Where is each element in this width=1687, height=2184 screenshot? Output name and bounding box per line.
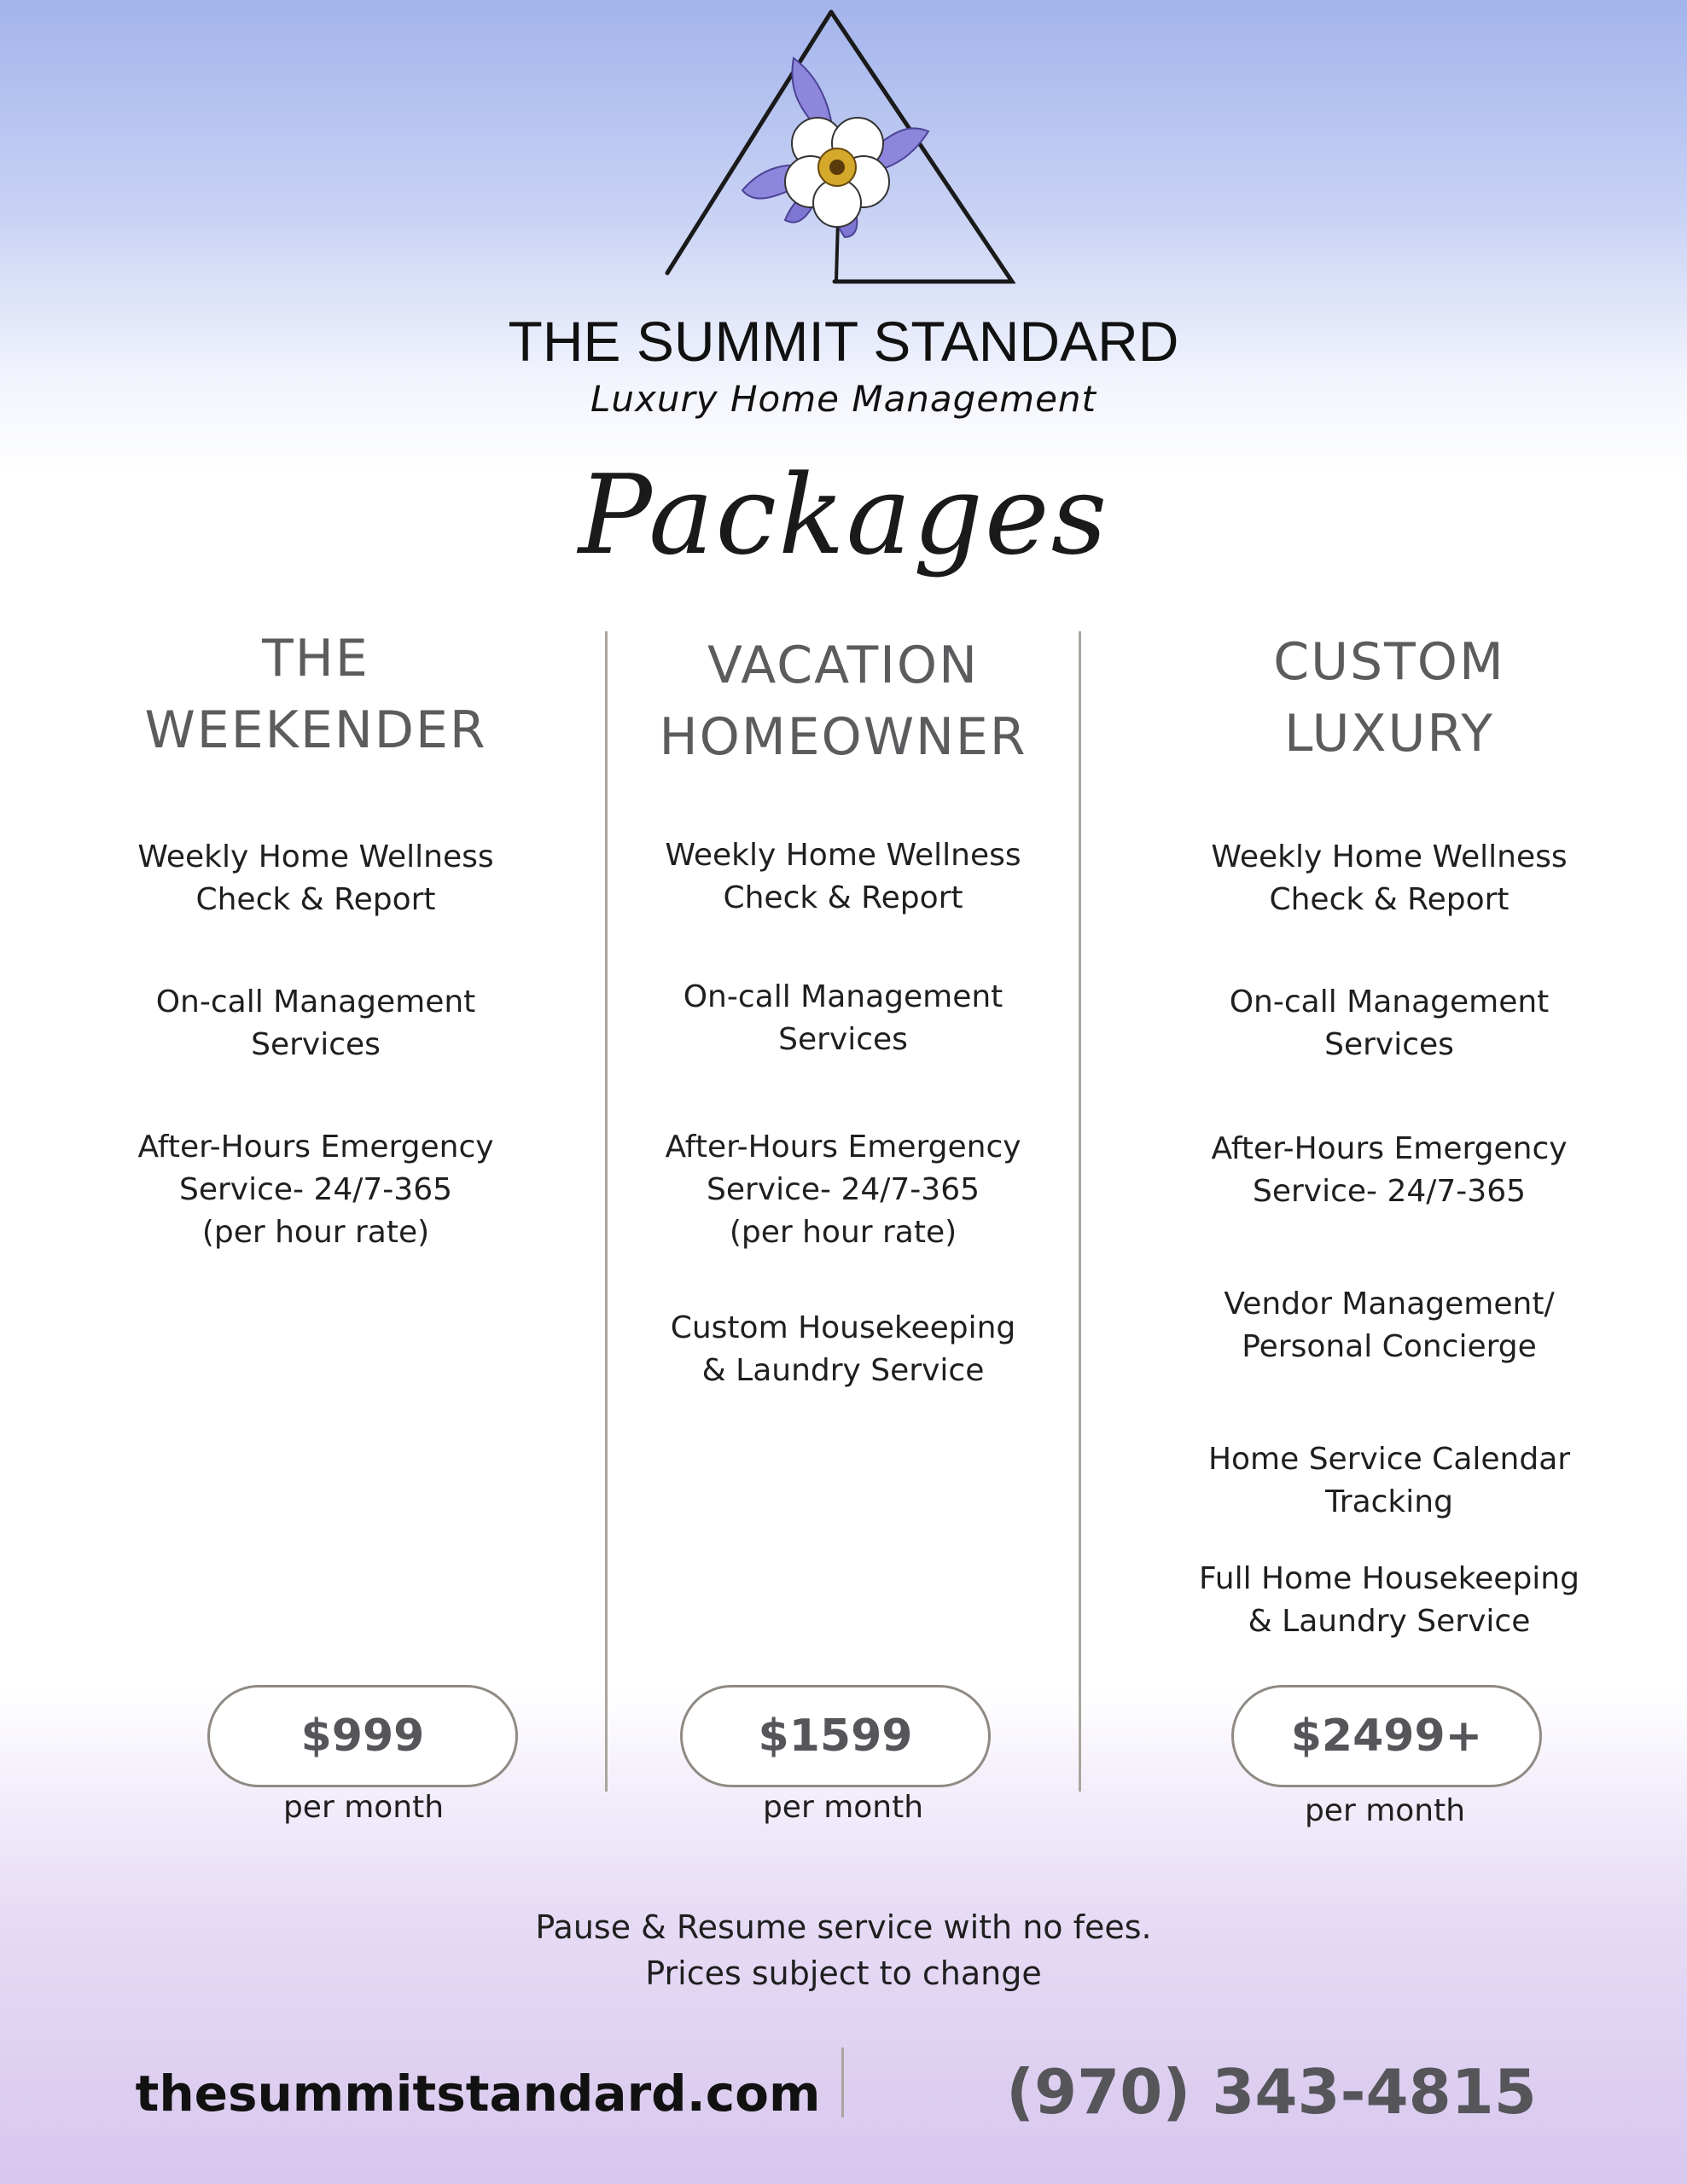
feature-line: On-call Management bbox=[1229, 985, 1550, 1019]
footer-divider bbox=[841, 2048, 844, 2117]
feature-line: Check & Report bbox=[1269, 882, 1510, 917]
feature-line: Service- 24/7-365 bbox=[706, 1172, 980, 1207]
footer-note-line: Pause & Resume service with no fees. bbox=[535, 1908, 1152, 1946]
package-title-line: CUSTOM bbox=[1273, 632, 1505, 692]
feature-line: Weekly Home Wellness bbox=[137, 839, 494, 874]
package-title bbox=[1125, 626, 1654, 770]
packages-heading: Packages bbox=[578, 452, 1109, 579]
feature-item bbox=[579, 834, 1108, 920]
feature-line: After-Hours Emergency bbox=[137, 1130, 494, 1165]
feature-item bbox=[51, 836, 580, 921]
package-custom-luxury bbox=[1125, 626, 1654, 1821]
feature-item bbox=[1125, 981, 1654, 1066]
footer-note bbox=[0, 1904, 1687, 1996]
brand-title: THE SUMMIT STANDARD bbox=[508, 310, 1179, 373]
feature-line: On-call Management bbox=[155, 985, 476, 1019]
package-title bbox=[51, 623, 580, 766]
feature-item bbox=[579, 976, 1108, 1061]
feature-item bbox=[1125, 1558, 1654, 1643]
feature-line: Services bbox=[778, 1022, 908, 1057]
feature-line: Services bbox=[1324, 1027, 1454, 1062]
feature-line: (per hour rate) bbox=[729, 1215, 957, 1250]
feature-item bbox=[51, 981, 580, 1066]
feature-item bbox=[51, 1126, 580, 1254]
summit-flower-logo-icon bbox=[657, 7, 1015, 288]
feature-line: On-call Management bbox=[683, 979, 1003, 1014]
feature-line: Weekly Home Wellness bbox=[1211, 839, 1568, 874]
feature-item bbox=[1125, 1438, 1654, 1524]
feature-item bbox=[1125, 836, 1654, 921]
feature-line: & Laundry Service bbox=[701, 1353, 985, 1388]
feature-line: Full Home Housekeeping bbox=[1199, 1561, 1579, 1596]
feature-item bbox=[579, 1307, 1108, 1392]
package-weekender bbox=[51, 623, 580, 1817]
price-period: per month bbox=[762, 1790, 924, 1825]
brand-subtitle: Luxury Home Management bbox=[590, 378, 1097, 420]
feature-line: Home Service Calendar bbox=[1207, 1442, 1571, 1477]
footer-note-line: Prices subject to change bbox=[645, 1955, 1042, 1992]
price-badge: $999 bbox=[207, 1685, 518, 1787]
feature-item bbox=[1125, 1283, 1654, 1368]
price-badge: $2499+ bbox=[1231, 1685, 1542, 1787]
package-title-line: VACATION bbox=[707, 636, 979, 695]
feature-line: After-Hours Emergency bbox=[1211, 1131, 1568, 1166]
package-title-line: HOMEOWNER bbox=[659, 707, 1027, 767]
feature-line: Vendor Management/ bbox=[1224, 1287, 1555, 1321]
feature-line: Tracking bbox=[1325, 1484, 1453, 1519]
feature-line: Services bbox=[251, 1027, 381, 1062]
price-period: per month bbox=[282, 1790, 445, 1825]
package-vacation-homeowner bbox=[579, 630, 1108, 1824]
package-title-line: THE bbox=[262, 629, 369, 688]
feature-line: Check & Report bbox=[723, 880, 963, 915]
feature-item bbox=[579, 1126, 1108, 1254]
price-period: per month bbox=[1304, 1793, 1466, 1828]
feature-line: Personal Concierge bbox=[1242, 1329, 1537, 1364]
phone-number[interactable]: (970) 343-4815 bbox=[1006, 2056, 1537, 2128]
feature-item bbox=[1125, 1128, 1654, 1213]
feature-line: (per hour rate) bbox=[201, 1215, 430, 1250]
feature-line: Service- 24/7-365 bbox=[178, 1172, 453, 1207]
price-badge: $1599 bbox=[680, 1685, 991, 1787]
website-link[interactable]: thesummitstandard.com bbox=[135, 2065, 821, 2123]
feature-line: Check & Report bbox=[195, 882, 436, 917]
feature-line: & Laundry Service bbox=[1248, 1604, 1531, 1639]
feature-line: Service- 24/7-365 bbox=[1252, 1174, 1527, 1209]
feature-line: Custom Housekeeping bbox=[670, 1310, 1016, 1345]
package-title-line: LUXURY bbox=[1284, 704, 1494, 764]
feature-line: Weekly Home Wellness bbox=[665, 838, 1021, 873]
package-title bbox=[579, 630, 1108, 773]
feature-line: After-Hours Emergency bbox=[665, 1130, 1021, 1165]
package-title-line: WEEKENDER bbox=[144, 700, 487, 760]
